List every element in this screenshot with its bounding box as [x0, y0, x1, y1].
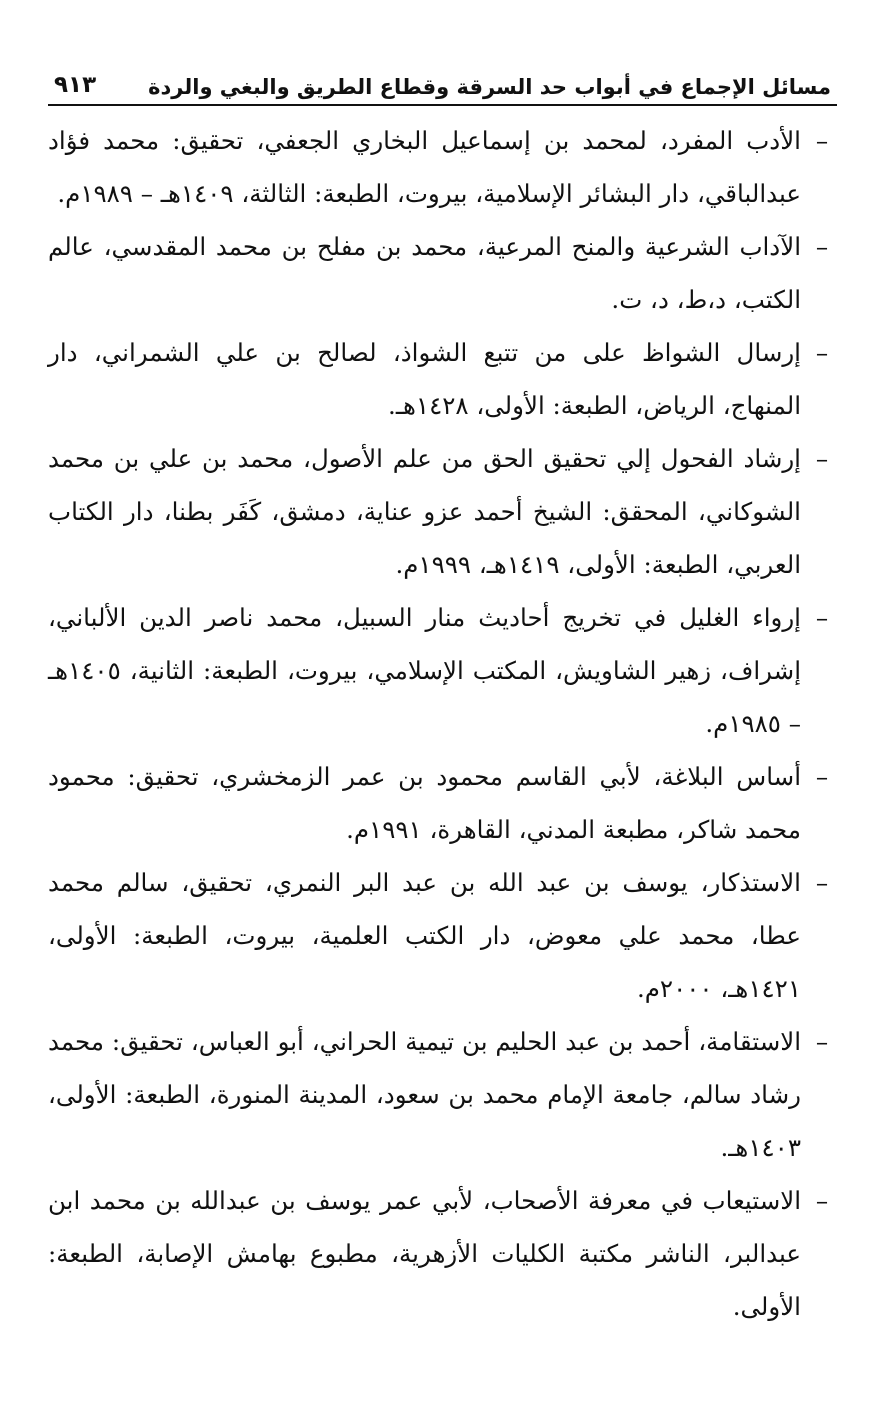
- reference-entry: [48, 1015, 837, 1174]
- entry-dash: –: [815, 1186, 829, 1215]
- reference-list: [48, 114, 837, 1333]
- entry-dash: –: [815, 444, 829, 473]
- reference-text: الآداب الشرعية والمنح المرعية، محمد بن مفلح بن محمد المقدسي، عالم الكتب، د،ط، د، ت.: [48, 232, 801, 314]
- entry-dash: –: [815, 338, 829, 367]
- reference-entry: [48, 856, 837, 1015]
- reference-entry: [48, 750, 837, 856]
- reference-text: إرواء الغليل في تخريج أحاديث منار السبيل، محمد ناصر الدين الألباني، إشراف، زهير الشاويش، المكتب الإسلامي، بيروت، الطبعة: الثانية، ١٤٠٥هـ – ١٩٨٥م.: [48, 603, 801, 738]
- reference-text: الاستيعاب في معرفة الأصحاب، لأبي عمر يوسف بن عبدالله بن محمد ابن عبدالبر، الناشر مكتبة الكليات الأزهرية، مطبوع بهامش الإصابة، الطبعة: الأولى.: [48, 1186, 801, 1321]
- reference-text: الاستذكار، يوسف بن عبد الله بن عبد البر النمري، تحقيق، سالم محمد عطا، محمد علي معوض، دار الكتب العلمية، بيروت، الطبعة: الأولى، ١٤٢١هـ، ٢٠٠٠م.: [48, 868, 801, 1003]
- reference-text: أساس البلاغة، لأبي القاسم محمود بن عمر الزمخشري، تحقيق: محمود محمد شاكر، مطبعة المدني، القاهرة، ١٩٩١م.: [48, 762, 801, 844]
- running-title: مسائل الإجماع في أبواب حد السرقة وقطاع الطريق والبغي والردة: [148, 74, 831, 99]
- reference-entry: [48, 114, 837, 220]
- page-number: ٩١٣: [54, 72, 97, 99]
- entry-dash: –: [815, 232, 829, 261]
- reference-text: إرسال الشواظ على من تتبع الشواذ، لصالح بن علي الشمراني، دار المنهاج، الرياض، الطبعة: الأولى، ١٤٢٨هـ.: [48, 338, 801, 420]
- entry-dash: –: [815, 1027, 829, 1056]
- reference-entry: [48, 326, 837, 432]
- entry-dash: –: [815, 868, 829, 897]
- reference-entry: [48, 220, 837, 326]
- reference-entry: [48, 591, 837, 750]
- reference-text: إرشاد الفحول إلي تحقيق الحق من علم الأصول، محمد بن علي بن محمد الشوكاني، المحقق: الشيخ أحمد عزو عناية، دمشق، كَفَر بطنا، دار الكتاب العربي، الطبعة: الأولى، ١٤١٩هـ، ١٩٩٩م.: [48, 444, 801, 579]
- page-header: [48, 62, 837, 106]
- reference-text: الاستقامة، أحمد بن عبد الحليم بن تيمية الحراني، أبو العباس، تحقيق: محمد رشاد سالم، جامعة الإمام محمد بن سعود، المدينة المنورة، الطبعة: الأولى، ١٤٠٣هـ.: [48, 1027, 801, 1162]
- reference-entry: [48, 1174, 837, 1333]
- reference-entry: [48, 432, 837, 591]
- entry-dash: –: [815, 603, 829, 632]
- entry-dash: –: [815, 762, 829, 791]
- entry-dash: –: [815, 126, 829, 155]
- reference-text: الأدب المفرد، لمحمد بن إسماعيل البخاري الجعفي، تحقيق: محمد فؤاد عبدالباقي، دار البشائر الإسلامية، بيروت، الطبعة: الثالثة، ١٤٠٩هـ – ١٩٨٩م.: [48, 126, 801, 208]
